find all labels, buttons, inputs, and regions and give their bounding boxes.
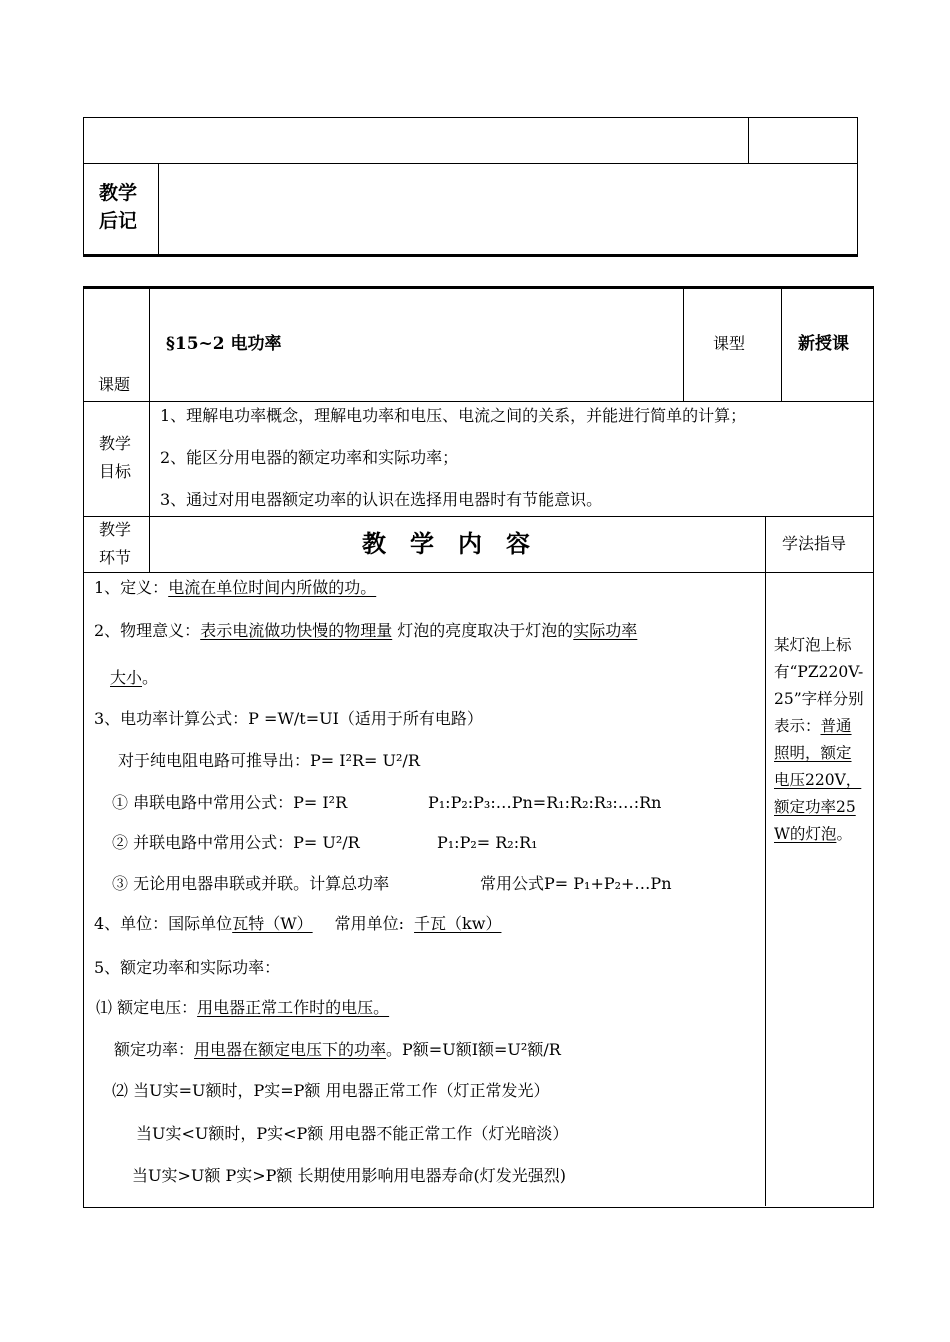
notes-label-1: 教学 (99, 182, 138, 204)
objectives-label-2: 目标 (99, 462, 132, 481)
header-row-bottom (83, 401, 874, 402)
definition-line: 1、定义：电流在单位时间内所做的功。 (94, 578, 377, 597)
notes-label-2: 后记 (99, 210, 138, 232)
objective-item-3: 3、通过对用电器额定功率的认识在选择用电器时有节能意识。 (160, 490, 603, 509)
unit-line: 4、单位：国际单位瓦特（W） 常用单位: 千瓦（kw） (94, 914, 502, 933)
objectives-row-bottom (83, 516, 874, 517)
series-formula: ① 串联电路中常用公式：P= I²R (112, 793, 348, 812)
topic-label: 课题 (98, 375, 131, 394)
parallel-ratio: P₁:P₂= R₂:R₁ (437, 833, 538, 852)
physical-meaning-cont: 大小。 (110, 668, 159, 687)
notes-table-label-divider (158, 163, 159, 255)
topic-title: §15~2 电功率 (166, 334, 282, 354)
guide-column-divider (765, 516, 766, 1206)
notes-table-top-divider (748, 117, 749, 163)
rated-power-heading: 5、额定功率和实际功率： (94, 958, 281, 977)
guide-note: 某灯泡上标有“PZ220V-25”字样分别表示：普通照明，额定电压220V，额定功率25W的灯泡。 (774, 636, 864, 843)
objective-item-2: 2、能区分用电器的额定功率和实际功率； (160, 448, 459, 467)
condition-less-line: 当U实<U额时，P实<P额 用电器不能正常工作（灯光暗淡） (136, 1124, 569, 1143)
total-power-line: ③ 无论用电器串联或并联。计算总功率 (112, 874, 390, 893)
formula-line: 3、电功率计算公式：P =W/t=UI（适用于所有电路） (94, 709, 483, 728)
stage-label-2: 环节 (99, 548, 132, 567)
header-divider-3 (781, 288, 782, 401)
physical-meaning-line: 2、物理意义：表示电流做功快慢的物理量 灯泡的亮度取决于灯泡的实际功率 (94, 621, 638, 640)
condition-equal-line: ⑵ 当U实=U额时，P实=P额 用电器正常工作（灯正常发光） (112, 1081, 550, 1100)
objective-item-1: 1、理解电功率概念，理解电功率和电压、电流之间的关系，并能进行简单的计算； (160, 406, 747, 425)
stage-label-1: 教学 (99, 520, 132, 539)
section-divider-1 (149, 516, 150, 572)
header-divider-1 (149, 288, 150, 516)
section-header-bottom (83, 572, 874, 573)
total-power-formula: 常用公式P= P₁+P₂+…Pn (480, 874, 672, 893)
notes-table (83, 117, 858, 257)
notes-table-divider (83, 163, 858, 164)
type-value: 新授课 (798, 334, 849, 354)
pure-resistance-line: 对于纯电阻电路可推导出：P= I²R= U²/R (118, 751, 420, 770)
type-label: 课型 (713, 334, 746, 353)
condition-greater-line: 当U实>U额 P实>P额 长期使用影响用电器寿命(灯发光强烈) (132, 1166, 566, 1185)
parallel-formula: ② 并联电路中常用公式：P= U²/R (112, 833, 360, 852)
rated-voltage-line: ⑴ 额定电压：用电器正常工作时的电压。 (96, 998, 390, 1017)
rated-power-line: 额定功率：用电器在额定电压下的功率。P额=U额I额=U²额/R (114, 1040, 561, 1059)
header-divider-2 (683, 288, 684, 401)
content-title: 教 学 内 容 (362, 529, 530, 558)
objectives-label-1: 教学 (99, 434, 132, 453)
series-ratio: P₁:P₂:P₃:…Pn=R₁:R₂:R₃:…:Rn (428, 793, 662, 812)
guide-label: 学法指导 (782, 534, 847, 553)
